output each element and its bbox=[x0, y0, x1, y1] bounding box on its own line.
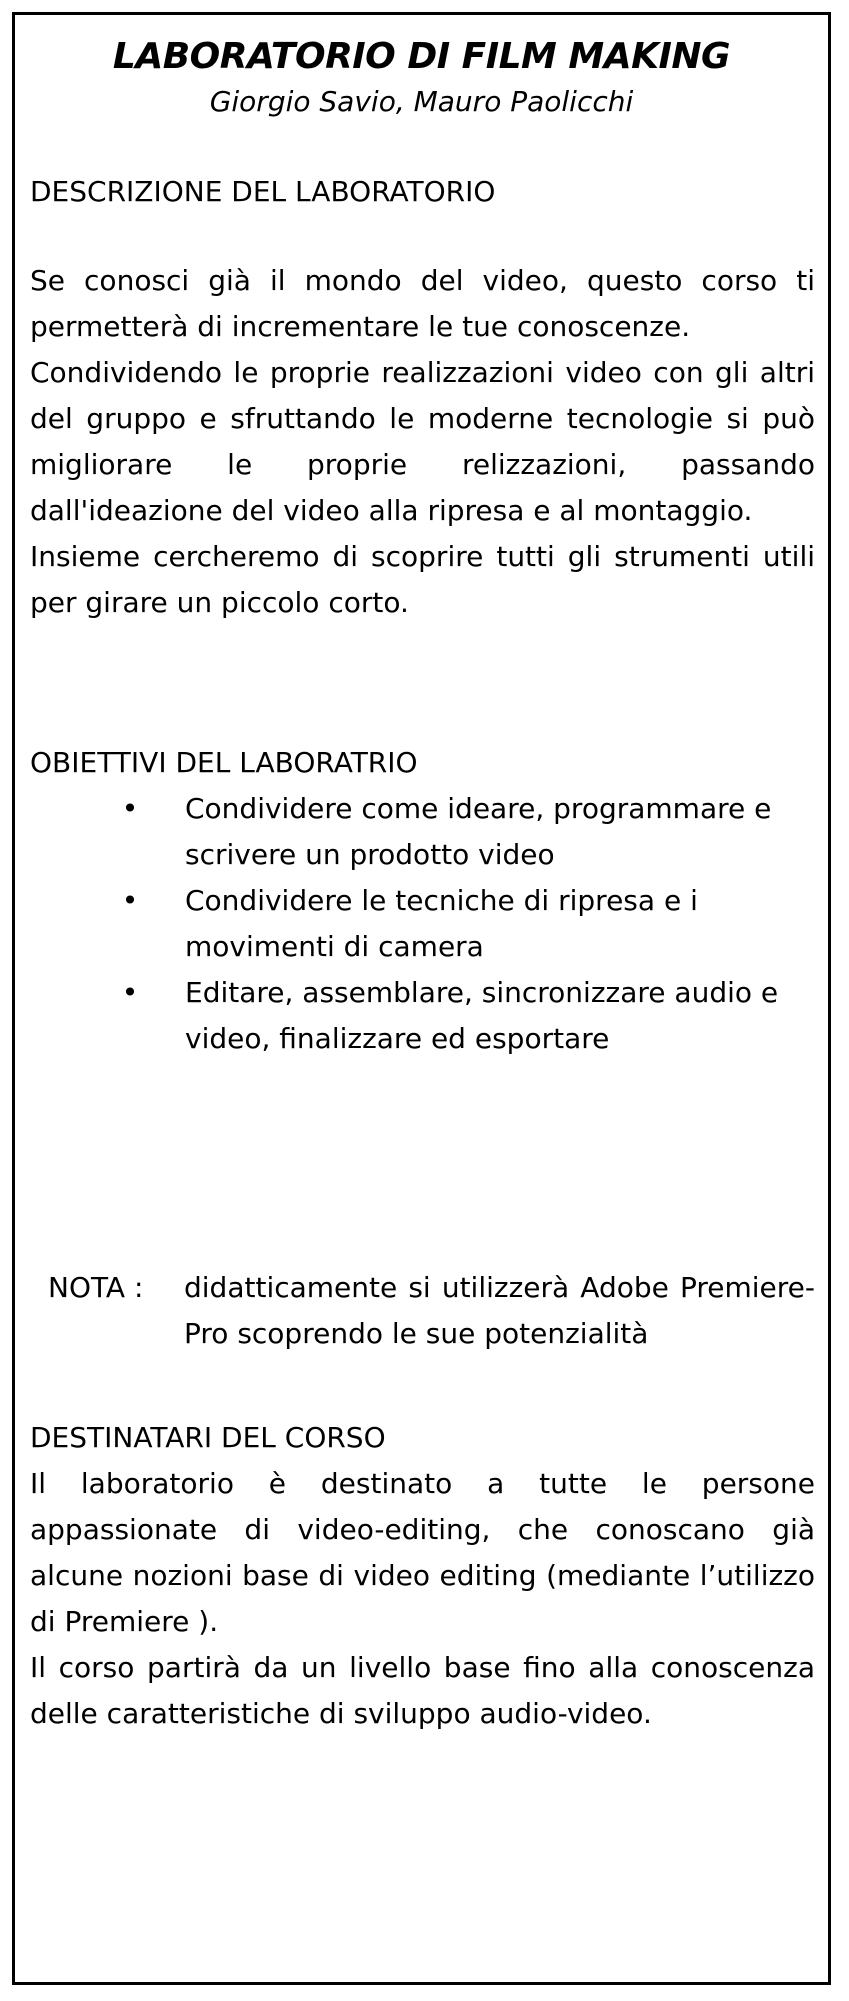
bullet-icon: • bbox=[121, 792, 139, 825]
list-item bbox=[30, 970, 815, 1062]
descrizione-paragraph-2: Condividendo le proprie realizzazioni video con gli altri del gruppo e sfruttando le moderne tecnologie si può migliorare le proprie relizzazioni, passando dall'ideazione del video alla ripresa e al montaggio. bbox=[30, 356, 815, 527]
destinatari-paragraph-2: Il corso partirà da un livello base fino alla conoscenza delle caratteristiche di sviluppo audio-video. bbox=[30, 1651, 815, 1730]
descrizione-body bbox=[30, 258, 815, 626]
section-destinatari bbox=[30, 1415, 815, 1737]
descrizione-paragraph-1: Se conosci già il mondo del video, questo corso ti permetterà di incrementare le tue conoscenze. bbox=[30, 264, 815, 343]
nota-label: NOTA : bbox=[48, 1271, 144, 1304]
document-title: LABORATORIO DI FILM MAKING bbox=[112, 36, 731, 77]
section-descrizione bbox=[30, 169, 815, 215]
bullet-icon: • bbox=[121, 884, 139, 917]
obiettivi-list bbox=[30, 786, 815, 1062]
section-obiettivi bbox=[30, 740, 815, 1062]
nota-block bbox=[30, 1265, 815, 1357]
destinatari-paragraph-1: Il laboratorio è destinato a tutte le persone appassionate di video-editing, che conoscano già alcune nozioni base di video editing (mediante l’utilizzo di Premiere ). bbox=[30, 1467, 815, 1638]
list-item bbox=[30, 786, 815, 878]
section-heading-descrizione: DESCRIZIONE DEL LABORATORIO bbox=[30, 175, 496, 208]
document-frame bbox=[12, 12, 831, 1985]
nota-text: didatticamente si utilizzerà Adobe Premiere-Pro scoprendo le sue potenzialità bbox=[184, 1271, 815, 1350]
list-item bbox=[30, 878, 815, 970]
document-authors: Giorgio Savio, Mauro Paolicchi bbox=[209, 85, 634, 118]
list-item-text: Condividere le tecniche di ripresa e i movimenti di camera bbox=[185, 884, 698, 963]
descrizione-paragraph-3: Insieme cercheremo di scoprire tutti gli strumenti utili per girare un piccolo corto. bbox=[30, 540, 815, 619]
list-item-text: Condividere come ideare, programmare e scrivere un prodotto video bbox=[185, 792, 772, 871]
list-item-text: Editare, assemblare, sincronizzare audio e video, finalizzare ed esportare bbox=[185, 976, 779, 1055]
section-heading-obiettivi: OBIETTIVI DEL LABORATRIO bbox=[30, 746, 418, 779]
bullet-icon: • bbox=[121, 976, 139, 1009]
section-heading-destinatari: DESTINATARI DEL CORSO bbox=[30, 1421, 386, 1454]
